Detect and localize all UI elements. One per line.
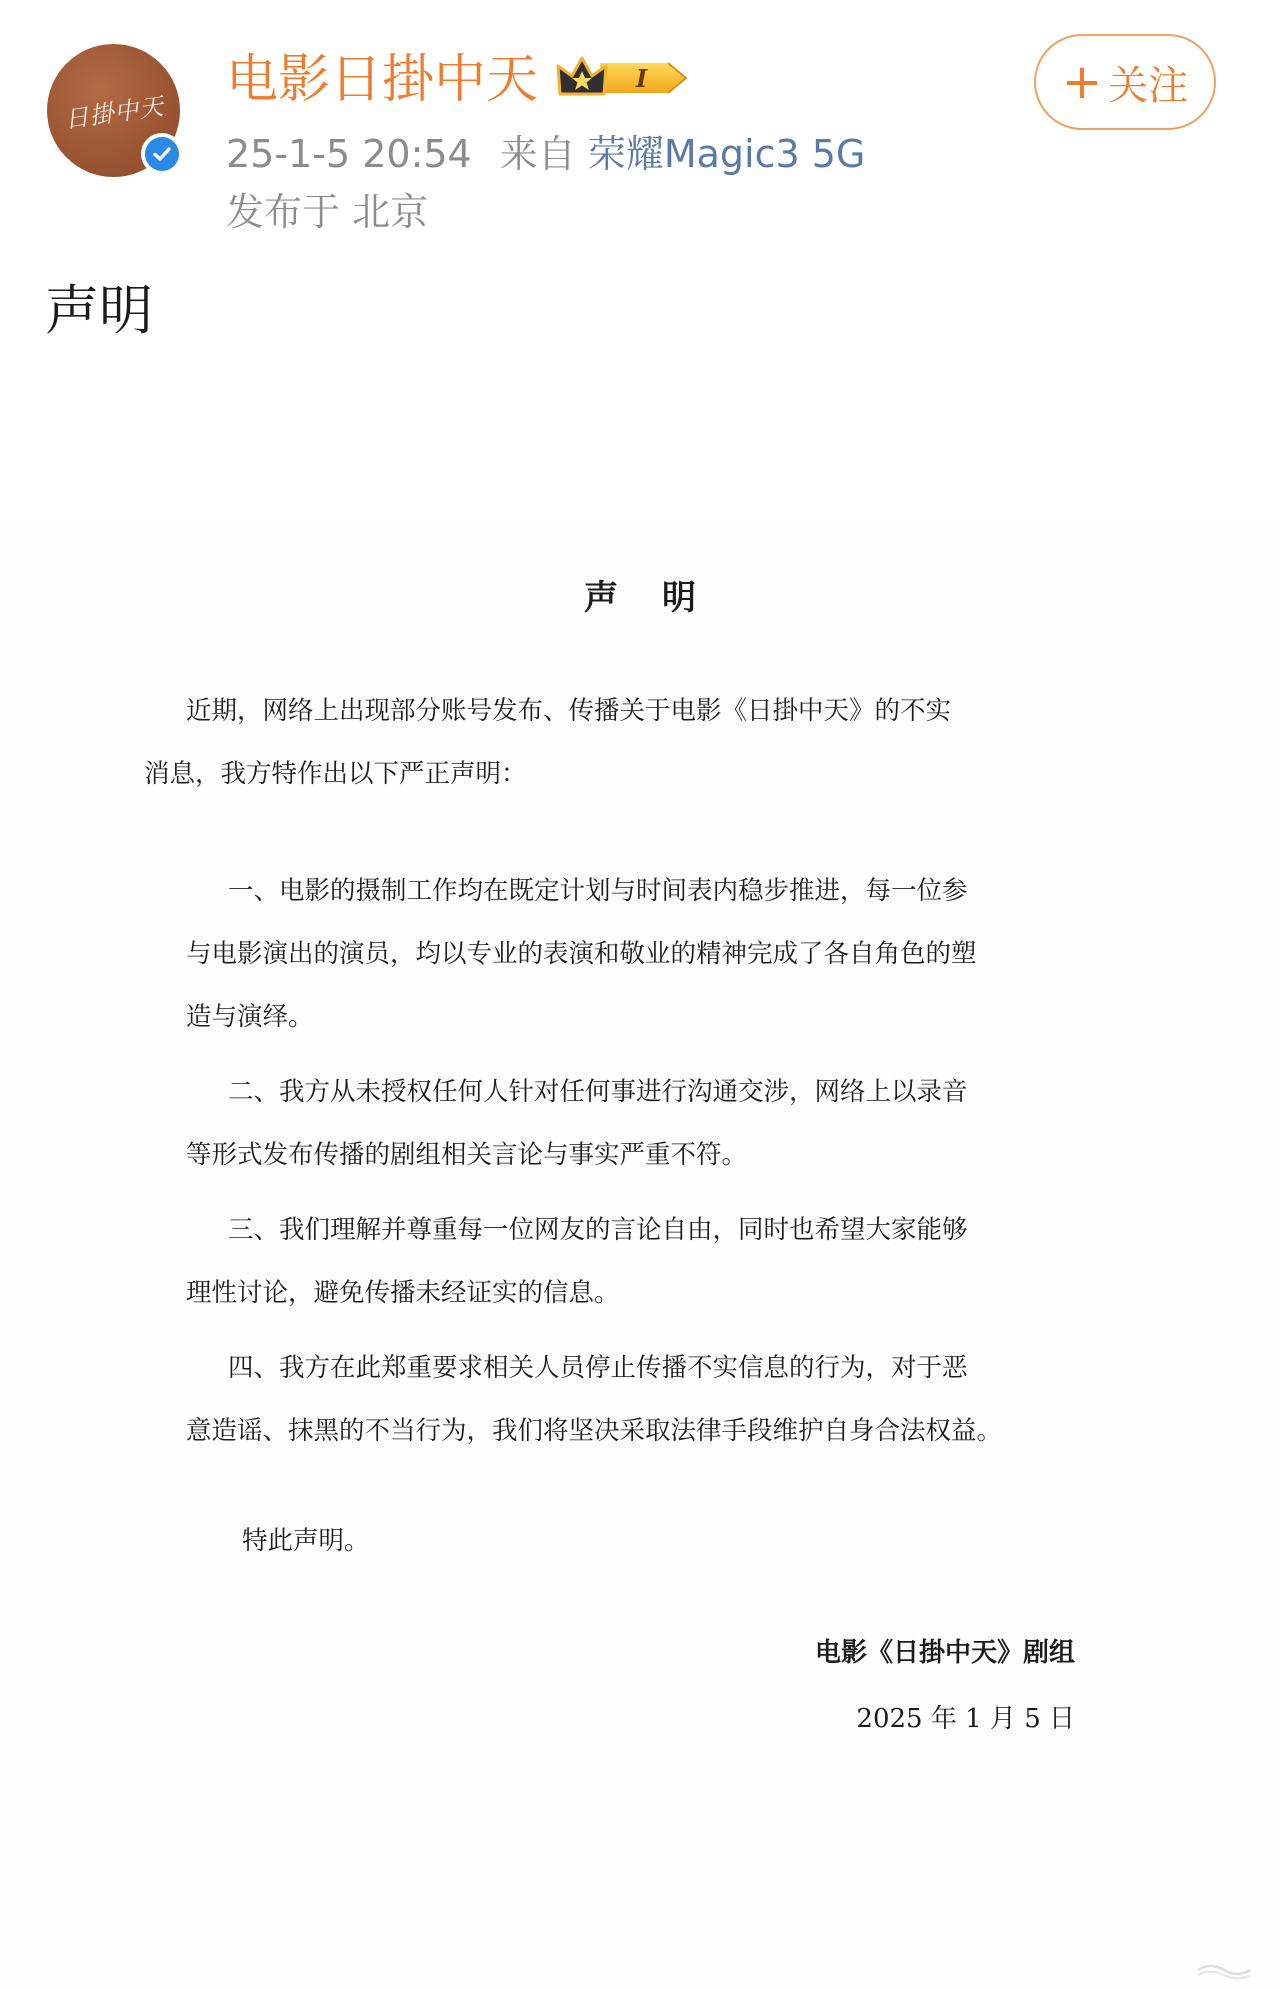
statement-date: 2025 年 1 月 5 日 — [856, 1704, 1075, 1734]
username[interactable]: 电影日掛中天 — [226, 50, 539, 110]
plus-icon: + — [1061, 54, 1103, 110]
source-prefix: 来自 — [499, 132, 576, 176]
statement-signature: 电影《日掛中天》剧组 — [814, 1638, 1075, 1668]
avatar-logo-text: 日掛中天 — [62, 92, 166, 134]
post-location: 发布于 北京 — [226, 190, 429, 234]
statement-line: 三、我们理解并尊重每一位网友的言论自由，同时也希望大家能够 — [228, 1215, 968, 1245]
statement-line: 消息，我方特作出以下严正声明： — [144, 759, 527, 789]
statement-closing — [186, 1510, 1080, 1573]
follow-label: 关注 — [1108, 62, 1189, 109]
statement-intro — [144, 680, 1080, 806]
statement-point-1 — [186, 860, 1080, 1049]
statement-point-3 — [186, 1199, 1080, 1325]
statement-line: 等形式发布传播的剧组相关言论与事实严重不符。 — [186, 1140, 748, 1170]
post-timestamp: 25-1-5 20:54 — [226, 132, 472, 176]
statement-line: 二、我方从未授权任何人针对任何事进行沟通交涉，网络上以录音 — [228, 1077, 968, 1107]
statement-line: 理性讨论，避免传播未经证实的信息。 — [186, 1278, 620, 1308]
follow-button[interactable] — [1034, 34, 1216, 130]
vip-level-label: I — [636, 64, 648, 93]
statement-line: 与电影演出的演员，均以专业的表演和敬业的精神完成了各自角色的塑 — [186, 939, 977, 969]
verified-check-icon — [141, 133, 183, 175]
statement-line: 四、我方在此郑重要求相关人员停止传播不实信息的行为，对于恶 — [228, 1353, 968, 1383]
post-text: 声明 — [45, 279, 153, 342]
statement-line: 造与演绎。 — [186, 1002, 314, 1032]
statement-image[interactable] — [0, 520, 1280, 1990]
statement-point-2 — [186, 1061, 1080, 1187]
device-link[interactable]: 荣耀Magic3 5G — [587, 132, 866, 176]
watermark-icon — [1196, 1960, 1252, 1980]
post-header — [0, 0, 1280, 250]
statement-line: 意造谣、抹黑的不当行为，我们将坚决采取法律手段维护自身合法权益。 — [186, 1416, 1003, 1446]
statement-line: 特此声明。 — [242, 1526, 370, 1556]
statement-line: 近期，网络上出现部分账号发布、传播关于电影《日掛中天》的不实 — [186, 696, 952, 726]
crown-vip-icon[interactable] — [556, 54, 691, 102]
statement-title: 声明 — [584, 578, 740, 618]
statement-point-4 — [186, 1337, 1080, 1463]
statement-line: 一、电影的摄制工作均在既定计划与时间表内稳步推进，每一位参 — [228, 876, 968, 906]
post-meta — [226, 130, 865, 178]
